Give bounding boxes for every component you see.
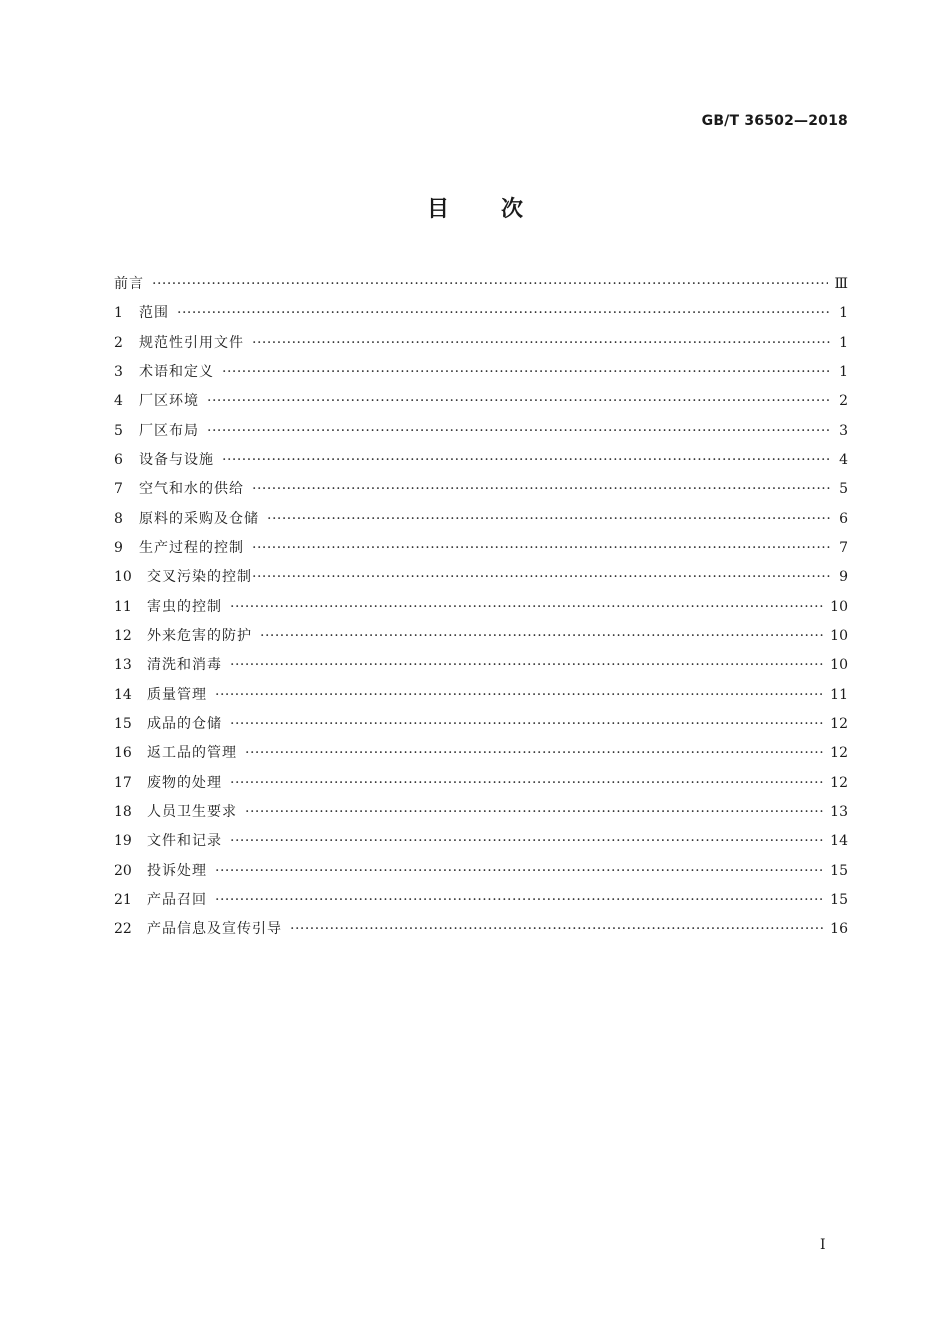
toc-entry-page: 2 (839, 393, 848, 410)
toc-entry-title: 厂区环境 (139, 393, 199, 410)
toc-entry[interactable] (114, 710, 848, 739)
toc-entry[interactable] (114, 827, 848, 856)
toc-dot-leader (207, 387, 830, 416)
toc-entry[interactable] (114, 769, 848, 798)
toc-entry-number: 5 (114, 422, 123, 439)
toc-entry-page: 15 (830, 891, 848, 908)
toc-dot-leader (245, 798, 824, 827)
toc-entry-number: 16 (114, 745, 132, 762)
toc-entry[interactable] (114, 681, 848, 710)
toc-entry-number: 14 (114, 686, 132, 703)
toc-title: 目次 (426, 197, 575, 222)
toc-entry-title: 投诉处理 (147, 862, 207, 879)
toc-dot-leader (152, 270, 828, 299)
toc-entry-title: 生产过程的控制 (139, 539, 244, 556)
toc-entry-number: 7 (114, 481, 123, 498)
toc-entry-page: 1 (839, 334, 848, 351)
page-number: I (820, 1237, 826, 1253)
toc-dot-leader (260, 622, 824, 651)
toc-entry-page: 12 (830, 715, 848, 732)
standard-code: GB/T 36502—2018 (701, 113, 848, 129)
toc-entry-page: 12 (830, 774, 848, 791)
toc-dot-leader (215, 857, 824, 886)
toc-entry-page: 16 (830, 921, 848, 938)
toc-entry[interactable] (114, 329, 848, 358)
toc-entry-number: 20 (114, 862, 132, 879)
toc-entry-number: 19 (114, 833, 132, 850)
toc-entry[interactable] (114, 417, 848, 446)
toc-dot-leader (207, 417, 830, 446)
toc-dot-leader (230, 710, 824, 739)
toc-entry-number: 8 (114, 510, 123, 527)
toc-entry-title: 前言 (114, 276, 144, 292)
toc-entry[interactable] (114, 270, 848, 299)
toc-dot-leader (222, 446, 830, 475)
toc-entry-number: 9 (114, 539, 123, 556)
toc-entry-number: 4 (114, 393, 123, 410)
toc-entry-page: 10 (830, 657, 848, 674)
toc-entry-number: 3 (114, 363, 123, 380)
toc-dot-leader (252, 563, 830, 592)
toc-entry-title: 清洗和消毒 (147, 657, 222, 674)
toc-entry[interactable] (114, 446, 848, 475)
toc-list (114, 270, 848, 945)
toc-entry-number: 22 (114, 921, 132, 938)
toc-entry-title: 厂区布局 (139, 422, 199, 439)
toc-dot-leader (230, 651, 824, 680)
toc-dot-leader (245, 739, 824, 768)
toc-entry[interactable] (114, 387, 848, 416)
toc-entry-page: 10 (830, 627, 848, 644)
toc-entry-title: 术语和定义 (139, 363, 214, 380)
toc-entry-number: 18 (114, 803, 132, 820)
toc-entry[interactable] (114, 299, 848, 328)
toc-entry[interactable] (114, 593, 848, 622)
toc-entry-title: 规范性引用文件 (139, 334, 244, 351)
toc-entry-number: 10 (114, 569, 132, 586)
toc-entry-title: 文件和记录 (147, 833, 222, 850)
toc-entry-number: 21 (114, 891, 132, 908)
toc-entry[interactable] (114, 622, 848, 651)
toc-dot-leader (215, 886, 824, 915)
toc-dot-leader (252, 534, 830, 563)
toc-dot-leader (215, 681, 824, 710)
toc-entry-page: 7 (839, 539, 848, 556)
toc-entry-title: 成品的仓储 (147, 715, 222, 732)
toc-entry-title: 人员卫生要求 (147, 803, 237, 820)
toc-entry-page: 9 (839, 569, 848, 586)
toc-entry-number: 17 (114, 774, 132, 791)
toc-dot-leader (230, 769, 824, 798)
toc-dot-leader (267, 505, 830, 534)
toc-entry[interactable] (114, 798, 848, 827)
toc-entry-number: 15 (114, 715, 132, 732)
toc-entry[interactable] (114, 563, 848, 592)
toc-entry-number: 2 (114, 334, 123, 351)
toc-dot-leader (222, 358, 830, 387)
toc-entry[interactable] (114, 534, 848, 563)
toc-dot-leader (252, 475, 830, 504)
toc-entry-page: 5 (839, 481, 848, 498)
toc-entry-page: 14 (830, 833, 848, 850)
toc-dot-leader (230, 827, 824, 856)
toc-dot-leader (230, 593, 824, 622)
toc-entry-page: 1 (839, 305, 848, 322)
toc-entry-title: 废物的处理 (147, 774, 222, 791)
toc-entry-number: 6 (114, 451, 123, 468)
toc-entry-title: 范围 (139, 305, 169, 322)
toc-entry[interactable] (114, 358, 848, 387)
toc-entry-title: 外来危害的防护 (147, 627, 252, 644)
toc-entry-title: 空气和水的供给 (139, 481, 244, 498)
toc-entry-page: 10 (830, 598, 848, 615)
toc-entry[interactable] (114, 739, 848, 768)
toc-entry-title: 害虫的控制 (147, 598, 222, 615)
toc-entry-page: 1 (839, 363, 848, 380)
toc-entry-number: 13 (114, 657, 132, 674)
toc-entry[interactable] (114, 505, 848, 534)
toc-dot-leader (252, 329, 830, 358)
toc-entry[interactable] (114, 915, 848, 944)
toc-entry-number: 12 (114, 627, 132, 644)
toc-entry-title: 产品信息及宣传引导 (147, 921, 282, 938)
toc-entry-page: 12 (830, 745, 848, 762)
toc-entry-title: 质量管理 (147, 686, 207, 703)
toc-entry-page: 6 (839, 510, 848, 527)
toc-entry-title: 交叉污染的控制 (147, 569, 252, 586)
toc-entry-title: 原料的采购及仓储 (139, 510, 259, 527)
toc-entry[interactable] (114, 475, 848, 504)
toc-entry-page: 4 (839, 451, 848, 468)
toc-entry[interactable] (114, 857, 848, 886)
toc-entry-page: Ⅲ (834, 276, 848, 292)
toc-dot-leader (290, 915, 824, 944)
toc-dot-leader (177, 299, 830, 328)
toc-entry-title: 返工品的管理 (147, 745, 237, 762)
toc-entry-title: 产品召回 (147, 891, 207, 908)
toc-entry-page: 3 (839, 422, 848, 439)
toc-entry-title: 设备与设施 (139, 451, 214, 468)
toc-entry-number: 1 (114, 305, 123, 322)
toc-entry-page: 15 (830, 862, 848, 879)
toc-entry-page: 13 (830, 803, 848, 820)
toc-entry[interactable] (114, 651, 848, 680)
toc-entry-number: 11 (114, 598, 132, 615)
toc-entry[interactable] (114, 886, 848, 915)
toc-entry-page: 11 (830, 686, 848, 703)
